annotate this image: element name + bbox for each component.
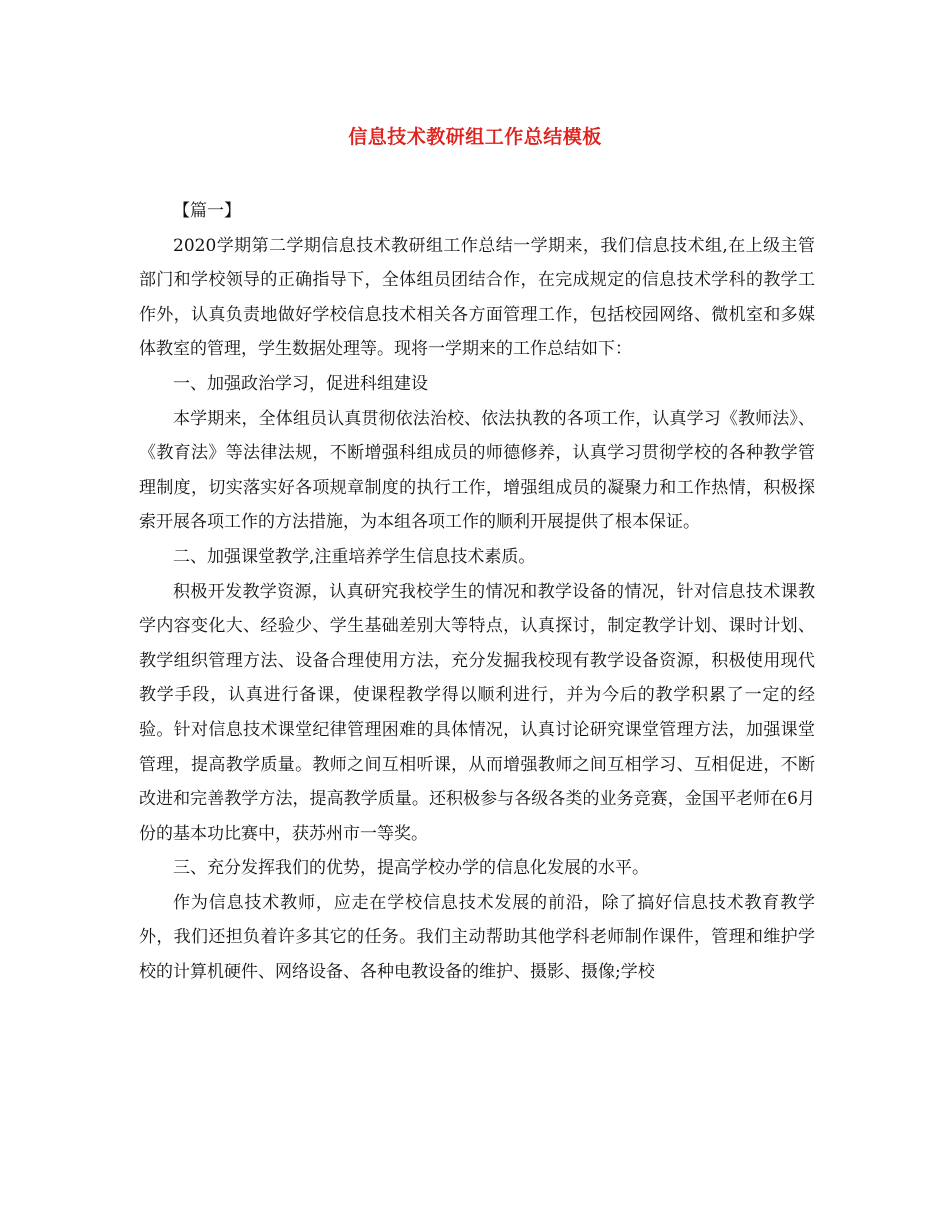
body-paragraph: 本学期来，全体组员认真贯彻依法治校、依法执教的各项工作，认真学习《教师法》、《教育法》等法律法规，不断增强科组成员的师德修养，认真学习贯彻学校的各种教学管理制度，切实落实好各项规章制度的执行工作，增强组成员的凝聚力和工作热情，积极探索开展各项工作的方法措施，为本组各项工作的顺利开展提供了根本保证。 [139,408,815,533]
section-heading: 【篇一】 [173,201,241,221]
body-paragraph: 作为信息技术教师，应走在学校信息技术发展的前沿，除了搞好信息技术教育教学外，我们还担负着许多其它的任务。我们主动帮助其他学科老师制作课件，管理和维护学校的计算机硬件、网络设备、各种电教设备的维护、摄影、摄像;学校 [139,892,815,983]
document-title: 信息技术教研组工作总结模板 [348,126,602,148]
body-paragraph: 积极开发教学资源，认真研究我校学生的情况和教学设备的情况，针对信息技术课教学内容变化大、经验少、学生基础差别大等特点，认真探讨，制定教学计划、课时计划、教学组织管理方法、设备合理使用方法，充分发掘我校现有教学设备资源，积极使用现代教学手段，认真进行备课，使课程教学得以顺利进行，并为今后的教学积累了一定的经验。针对信息技术课堂纪律管理困难的具体情况，认真讨论研究课堂管理方法，加强课堂管理，提高教学质量。教师之间互相听课，从而增强教师之间互相学习、互相促进，不断改进和完善教学方法，提高教学质量。还积极参与各级各类的业务竞赛，金国平老师在6月份的基本功比赛中，获苏州市一等奖。 [139,581,815,844]
subsection-heading: 三、充分发挥我们的优势，提高学校办学的信息化发展的水平。 [173,858,649,879]
document-body [139,194,815,990]
body-paragraph: 2020学期第二学期信息技术教研组工作总结一学期来，我们信息技术组,在上级主管部门和学校领导的正确指导下，全体组员团结合作，在完成规定的信息技术学科的教学工作外，认真负责地做好学校信息技术相关各方面管理工作，包括校园网络、微机室和多媒体教室的管理，学生数据处理等。现将一学期来的工作总结如下： [139,235,815,360]
subsection-heading: 二、加强课堂教学,注重培养学生信息技术素质。 [173,546,536,567]
subsection-heading: 一、加强政治学习，促进科组建设 [173,373,428,394]
